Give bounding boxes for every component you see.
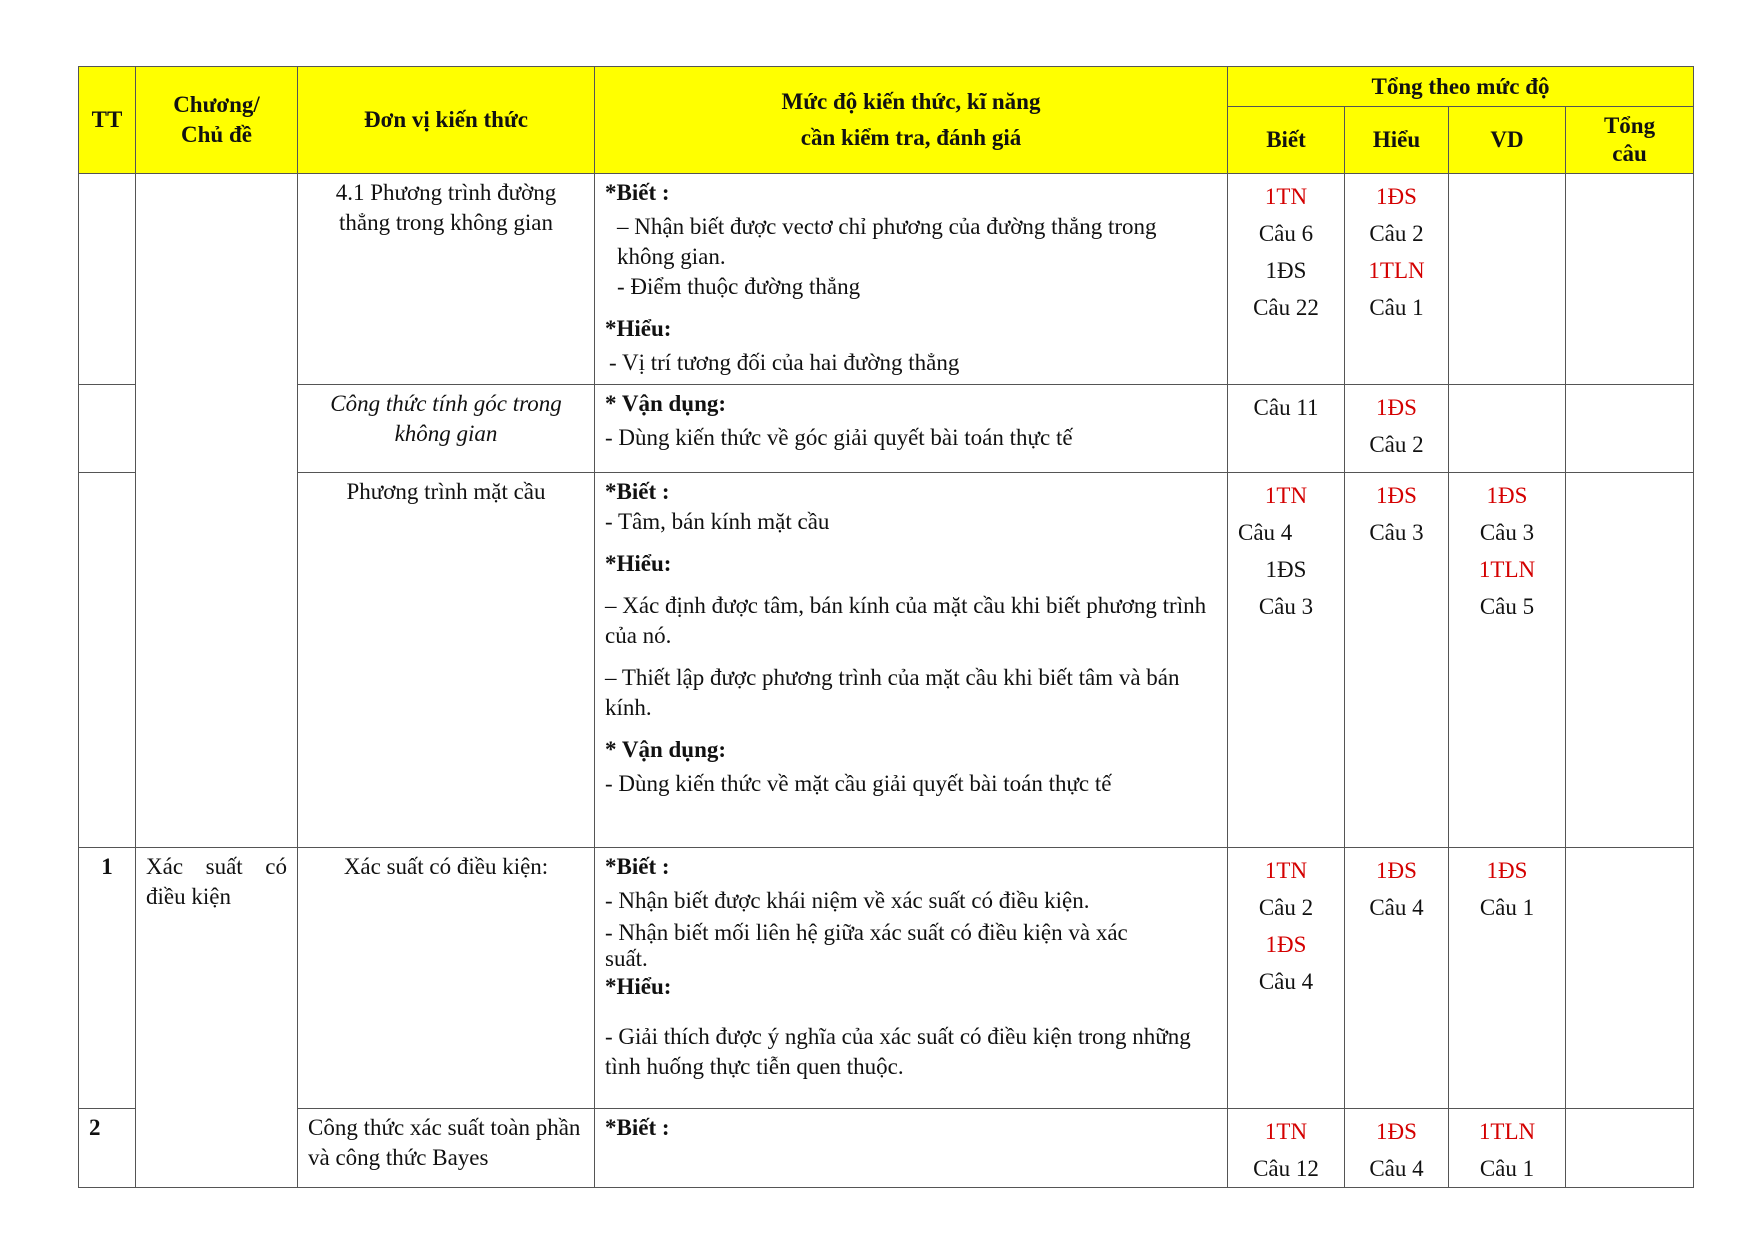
- hieu-cell: [1345, 473, 1449, 848]
- question-ref: Câu 3: [1258, 594, 1314, 619]
- hieu-line: - Giải thích được ý nghĩa của xác suất có điều kiện trong những tình huống thực tiễn quen thuộc.: [605, 1024, 1191, 1079]
- row-donvi: Xác suất có điều kiện:: [298, 848, 595, 1109]
- count-tln: 1TLN: [1368, 258, 1425, 283]
- question-ref: Câu 1: [1479, 895, 1535, 920]
- table-row: [79, 174, 1694, 385]
- biet-heading: *Biết :: [605, 180, 670, 205]
- count-ds: 1ĐS: [1376, 858, 1417, 883]
- table-row: [79, 473, 1694, 848]
- row-donvi: Phương trình mặt cầu: [298, 473, 595, 848]
- question-ref: Câu 2: [1369, 432, 1424, 457]
- biet-cell: [1228, 385, 1345, 473]
- biet-heading: *Biết :: [605, 1115, 670, 1140]
- table-row: [79, 385, 1694, 473]
- header-muc-do: [595, 67, 1228, 174]
- question-ref: Câu 3: [1479, 520, 1535, 545]
- question-ref: Câu 1: [1369, 295, 1424, 320]
- question-ref: Câu 3: [1369, 520, 1424, 545]
- count-tln: 1TLN: [1478, 557, 1536, 582]
- header-tt: TT: [79, 67, 136, 174]
- question-ref: Câu 4: [1238, 520, 1293, 545]
- row-chuong-empty: [136, 174, 298, 848]
- table-row: [79, 1109, 1694, 1188]
- biet-line: - Nhận biết mối liên hệ giữa xác suất có điều kiện và xác suất.: [605, 920, 1128, 971]
- header-donvi: Đơn vị kiến thức: [298, 67, 595, 174]
- row-muc-do: [595, 1109, 1228, 1188]
- tong-cau-cell: [1566, 385, 1694, 473]
- hieu-line: – Xác định được tâm, bán kính của mặt cầu khi biết phương trình của nó.: [605, 593, 1207, 648]
- question-ref: Câu 4: [1369, 895, 1424, 920]
- count-ds: 1ĐS: [1265, 258, 1307, 283]
- row-muc-do: [595, 385, 1228, 473]
- vd-line: - Dùng kiến thức về góc giải quyết bài toán thực tế: [605, 425, 1073, 450]
- count-ds: 1ĐS: [1376, 395, 1417, 420]
- row-tt: [79, 174, 136, 385]
- vd-line: - Dùng kiến thức về mặt cầu giải quyết bài toán thực tế: [605, 771, 1112, 796]
- hieu-line: - Vị trí tương đối của hai đường thẳng: [609, 350, 960, 375]
- vd-cell: [1449, 473, 1566, 848]
- header-tong-theo: Tổng theo mức độ: [1228, 67, 1694, 107]
- question-ref: Câu 4: [1369, 1156, 1424, 1181]
- biet-line: - Điểm thuộc đường thẳng: [617, 274, 861, 299]
- biet-line: - Tâm, bán kính mặt cầu: [605, 509, 830, 534]
- count-tn: 1TN: [1264, 1119, 1308, 1144]
- tong-cau-cell: [1566, 174, 1694, 385]
- biet-cell: [1228, 848, 1345, 1109]
- table-row: [79, 848, 1694, 1109]
- vd-cell: [1449, 385, 1566, 473]
- vd-cell: [1449, 1109, 1566, 1188]
- vd-cell: [1449, 848, 1566, 1109]
- hieu-cell: [1345, 385, 1449, 473]
- hieu-cell: [1345, 848, 1449, 1109]
- hieu-line: – Thiết lập được phương trình của mặt cầu khi biết tâm và bán kính.: [605, 665, 1180, 720]
- count-ds: 1ĐS: [1486, 858, 1528, 883]
- count-ds: 1ĐS: [1265, 557, 1307, 582]
- count-ds: 1ĐS: [1376, 483, 1417, 508]
- hieu-heading: *Hiểu:: [605, 551, 672, 576]
- row-muc-do: [595, 848, 1228, 1109]
- row-donvi: Công thức xác suất toàn phần và công thức Bayes: [298, 1109, 595, 1188]
- tong-cau-cell: [1566, 473, 1694, 848]
- count-tn: 1TN: [1264, 858, 1308, 883]
- count-tn: 1TN: [1264, 184, 1308, 209]
- row-donvi: 4.1 Phương trình đường thẳng trong không gian: [298, 174, 595, 385]
- biet-cell: [1228, 174, 1345, 385]
- header-vd: VD: [1449, 107, 1566, 174]
- header-muc-line2: cần kiểm tra, đánh giá: [800, 125, 1022, 150]
- count-ds: 1ĐS: [1376, 184, 1417, 209]
- question-ref: Câu 11: [1253, 395, 1319, 420]
- biet-heading: *Biết :: [605, 854, 670, 879]
- question-ref: Câu 2: [1369, 221, 1424, 246]
- row-tt: [79, 385, 136, 473]
- hieu-heading: *Hiểu:: [605, 974, 672, 999]
- hieu-heading: *Hiểu:: [605, 316, 672, 341]
- tong-cau-cell: [1566, 848, 1694, 1109]
- question-ref: Câu 1: [1479, 1156, 1535, 1181]
- count-ds: 1ĐS: [1265, 932, 1307, 957]
- header-muc-line1: Mức độ kiến thức, kĩ năng: [781, 89, 1041, 114]
- row-tt: [79, 473, 136, 848]
- count-tn: 1TN: [1264, 483, 1308, 508]
- header-tong-cau: Tổng câu: [1566, 107, 1694, 174]
- question-ref: Câu 6: [1258, 221, 1314, 246]
- count-tln: 1TLN: [1478, 1119, 1536, 1144]
- question-ref: Câu 5: [1479, 594, 1535, 619]
- biet-line: - Nhận biết được khái niệm về xác suất có điều kiện.: [605, 888, 1090, 913]
- biet-cell: [1228, 1109, 1345, 1188]
- biet-heading: *Biết :: [605, 479, 670, 504]
- matrix-table: [78, 66, 1694, 1188]
- header-chuong: Chương/ Chủ đề: [136, 67, 298, 174]
- count-ds: 1ĐS: [1486, 483, 1528, 508]
- biet-line: – Nhận biết được vectơ chỉ phương của đường thẳng trong không gian.: [617, 214, 1157, 269]
- row-tt: 2: [79, 1109, 136, 1188]
- count-ds: 1ĐS: [1376, 1119, 1417, 1144]
- tong-cau-cell: [1566, 1109, 1694, 1188]
- vd-cell: [1449, 174, 1566, 385]
- biet-cell: [1228, 473, 1345, 848]
- question-ref: Câu 4: [1258, 969, 1314, 994]
- row-chuong: Xác suất có điều kiện: [136, 848, 298, 1188]
- row-muc-do: [595, 174, 1228, 385]
- row-muc-do: [595, 473, 1228, 848]
- hieu-cell: [1345, 1109, 1449, 1188]
- row-donvi: Công thức tính góc trong không gian: [298, 385, 595, 473]
- header-hieu: Hiểu: [1345, 107, 1449, 174]
- question-ref: Câu 2: [1258, 895, 1314, 920]
- question-ref: Câu 22: [1253, 295, 1319, 320]
- vd-heading: * Vận dụng:: [605, 737, 727, 762]
- row-tt: 1: [79, 848, 136, 1109]
- vd-heading: * Vận dụng:: [605, 391, 727, 416]
- header-biet: Biết: [1228, 107, 1345, 174]
- hieu-cell: [1345, 174, 1449, 385]
- question-ref: Câu 12: [1253, 1156, 1319, 1181]
